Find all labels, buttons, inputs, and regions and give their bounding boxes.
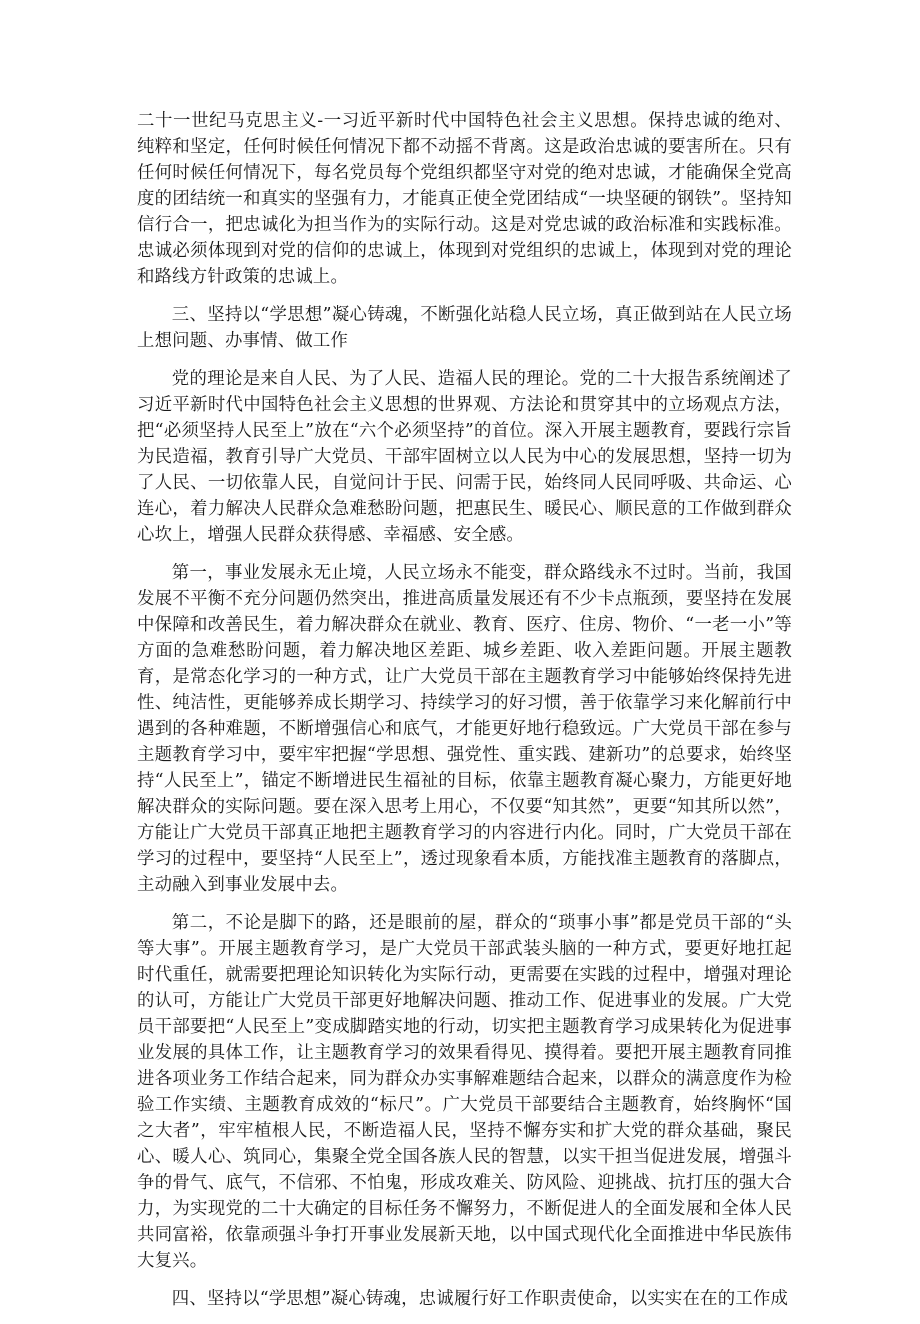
paragraph-party-theory: 党的理论是来自人民、为了人民、造福人民的理论。党的二十大报告系统阐述了习近平新时代中国特色社会主义思想的世界观、方法论和贯穿其中的立场观点方法，把“必须坚持人民至上”放在“六个必须坚持”的首位。深入开展主题教育，要践行宗旨为民造福，教育引导广大党员、干部牢固树立以人民为中心的发展思想，坚持一切为了人民、一切依靠人民，自觉问计于民、问需于民，始终同人民同呼吸、共命运、心连心，着力解决人民群众急难愁盼问题，把惠民生、暖民心、顺民意的工作做到群众心坎上，增强人民群众获得感、幸福感、安全感。 (137, 369, 792, 545)
section-heading-four: 四、坚持以“学思想”凝心铸魂，忠诚履行好工作职责使命，以实实在在的工作成 (171, 1289, 789, 1309)
document-page (137, 108, 792, 1324)
paragraph-point-second: 第二，不论是脚下的路，还是眼前的屋，群众的“琐事小事”都是党员干部的“头等大事”。开展主题教育学习，是广大党员干部武装头脑的一种方式，要更好地扛起时代重任，就需要把理论知识转化为实际行动，更需要在实践的过程中，增强对理论的认可，方能让广大党员干部更好地解决问题、推动工作、促进事业的发展。广大党员干部要把“人民至上”变成脚踏实地的行动，切实把主题教育学习成果转化为促进事业发展的具体工作，让主题教育学习的效果看得见、摸得着。要把开展主题教育同推进各项业务工作结合起来，同为群众办实事解难题结合起来，以群众的满意度作为检验工作实绩、主题教育成效的“标尺”。广大党员干部要结合主题教育，始终胸怀“国之大者”，牢牢植根人民，不断造福人民，坚持不懈夯实和扩大党的群众基础，聚民心、暖人心、筑同心，集聚全党全国各族人民的智慧，以实干担当促进发展，增强斗争的骨气、底气，不信邪、不怕鬼，形成攻难关、防风险、迎挑战、抗打压的强大合力，为实现党的二十大确定的目标任务不懈努力，不断促进人的全面发展和全体人民共同富裕，依靠顽强斗争打开事业发展新天地，以中国式现代化全面推进中华民族伟大复兴。 (137, 913, 792, 1271)
paragraph-loyalty-continuation: 二十一世纪马克思主义-一习近平新时代中国特色社会主义思想。保持忠诚的绝对、纯粹和坚定，任何时候任何情况下都不动摇不背离。这是政治忠诚的要害所在。只有任何时候任何情况下，每名党员每个党组织都坚守对党的绝对忠诚，才能确保全党高度的团结统一和真实的坚强有力，才能真正使全党团结成“一块坚硬的钢铁”。坚持知信行合一，把忠诚化为担当作为的实际行动。这是对党忠诚的政治标准和实践标准。忠诚必须体现到对党的信仰的忠诚上，体现到对党组织的忠诚上，体现到对党的理论和路线方针政策的忠诚上。 (137, 111, 792, 287)
section-heading-three: 三、坚持以“学思想”凝心铸魂，不断强化站稳人民立场，真正做到站在人民立场上想问题、办事情、做工作 (137, 305, 792, 351)
paragraph-point-first: 第一，事业发展永无止境，人民立场永不能变，群众路线永不过时。当前，我国发展不平衡不充分问题仍然突出，推进高质量发展还有不少卡点瓶颈，要坚持在发展中保障和改善民生，着力解决群众在就业、教育、医疗、住房、物价、“一老一小”等方面的急难愁盼问题，着力解决地区差距、城乡差距、收入差距问题。开展主题教育，是常态化学习的一种方式，让广大党员干部在主题教育学习中能够始终保持先进性、纯洁性，更能够养成长期学习、持续学习的好习惯，善于依靠学习来化解前行中遇到的各种难题，不断增强信心和底气，才能更好地行稳致远。广大党员干部在参与主题教育学习中，要牢牢把握“学思想、强党性、重实践、建新功”的总要求，始终坚持“人民至上”，锚定不断增进民生福祉的目标，依靠主题教育凝心聚力，方能更好地解决群众的实际问题。要在深入思考上用心，不仅要“知其然”，更要“知其所以然”，方能让广大党员干部真正地把主题教育学习的内容进行内化。同时，广大党员干部在学习的过程中，要坚持“人民至上”，透过现象看本质，方能找准主题教育的落脚点，主动融入到事业发展中去。 (137, 563, 792, 895)
